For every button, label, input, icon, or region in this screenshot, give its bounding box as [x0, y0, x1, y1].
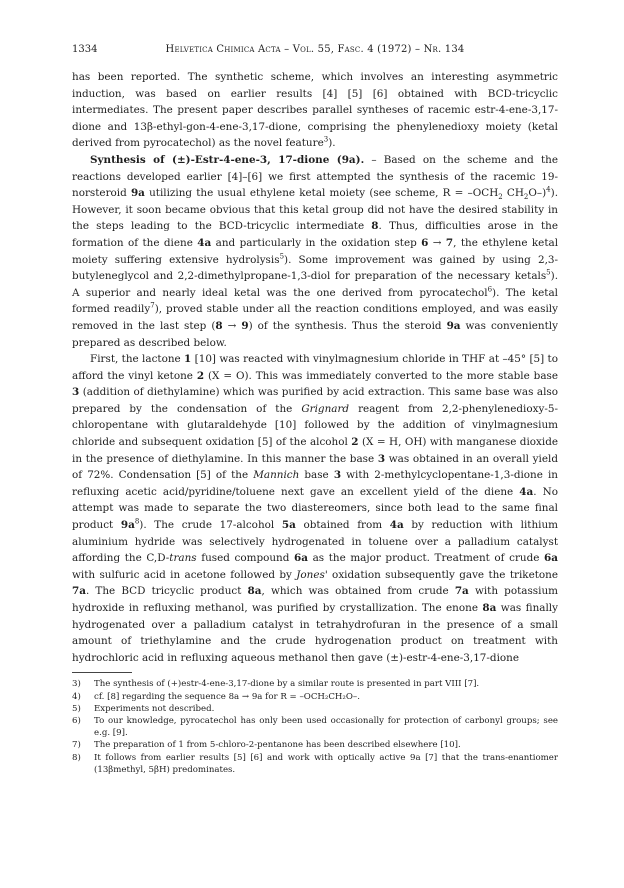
footnote-text: It follows from earlier results [5] [6] and work with optically active 9a [7] that the trans-enantiomer (13βmethyl, 5βH) predominates.: [94, 752, 558, 775]
footnote-3: [72, 678, 558, 690]
page: [72, 44, 558, 776]
footnote-mark: 5): [72, 703, 81, 714]
page-number: 1334: [72, 44, 98, 55]
footnote-text: Experiments not described.: [94, 703, 215, 714]
body-text: [72, 69, 558, 666]
paragraph-intro: has been reported. The synthetic scheme, which involves an interesting asymmetric induction, was based on earlier results [4] [5] [6] obtained with BCD-tricyclic intermediates. The present paper describes parallel syntheses of racemic estr-4-ene-3,17-dione and 13β-ethyl-gon-4-ene-3,17-dione, comprising the phenylenedioxy moiety (ketal derived from pyrocatechol) as the novel feature$^3$).: [72, 71, 558, 150]
footnote-mark: 4): [72, 691, 81, 702]
footnote-mark: 8): [72, 752, 81, 763]
footnote-mark: 6): [72, 715, 81, 726]
footnote-mark: 7): [72, 740, 81, 751]
footnote-text: The synthesis of (+)estr-4-ene-3,17-dione by a similar route is presented in part VIII [7].: [94, 679, 480, 690]
footnote-rule: [72, 672, 132, 673]
footnote-mark: 3): [72, 679, 81, 690]
footnote-text: To our knowledge, pyrocatechol has only been used occasionally for protection of carbonyl groups; see e.g. [9].: [94, 715, 558, 739]
footnote-5: [72, 703, 558, 715]
paragraph-synthesis-9a: Synthesis of (±)-Estr-4-ene-3, 17-dione (9a). – Based on the scheme and the reactions developed earlier [4]–[6] we first attempted the synthesis of the racemic 19-norsteroid 9a utilizing the usual ethylene ketal moiety (see scheme, $R = -OCH_2$ $CH_2O-)^4$). However, it soon became obvious that this ketal group did not have the desired stability in the steps leading to the BCD-tricyclic intermediate 8. Thus, difficulties arose in the formation of the diene 4a and particularly in the oxidation step 6 → 7, the ethylene ketal moiety suffering extensive hydrolysis$^5$). Some improvement was gained by using 2,3-butyleneglycol and 2,2-dimethylpropane-1,3-diol for preparation of the necessary ketals$^5$). A superior and nearly ideal ketal was the one derived from pyrocatechol$^6$). The ketal formed readily$^7$), proved stable under all the reaction conditions employed, and was easily removed in the last step (8 → 9) of the synthesis. Thus the steroid 9a was conveniently prepared as described below.: [72, 153, 559, 349]
footnote-7: [72, 739, 558, 751]
footnote-text: The preparation of 1 from 5-chloro-2-pentanone has been described elsewhere [10].: [94, 740, 461, 751]
running-header: [72, 44, 558, 60]
paragraph-procedure: First, the lactone 1 [10] was reacted with vinylmagnesium chloride in THF at –45° [5] to afford the vinyl ketone 2 (X = O). This was immediately converted to the more stable base 3 (addition of diethylamine) which was purified by acid extraction. This same base was also prepared by the condensation of the Grignard reagent from 2,2-phenylenedioxy-5-chloropentane with glutaraldehyde [10] followed by the addition of vinylmagnesium chloride and subsequent oxidation [5] of the alcohol 2 (X = H, OH) with manganese dioxide in the presence of diethylamine. In this manner the base 3 was obtained in an overall yield of 72%. Condensation [5] of the Mannich base 3 with 2-methylcyclopentane-1,3-dione in refluxing acetic acid/pyridine/toluene next gave an excellent yield of the diene 4a. No attempt was made to separate the two diastereomers, since both lead to the same final product $9a^8$). The crude 17-alcohol 5a obtained from 4a by reduction with lithium aluminium hydride was selectively hydrogenated in toluene over a palladium catalyst affording the C,D-trans fused compound 6a as the major product. Treatment of crude 6a with sulfuric acid in acetone followed by Jones' oxidation subsequently gave the triketone 7a. The BCD tricyclic product 8a, which was obtained from crude 7a with potassium hydroxide in refluxing methanol, was purified by crystallization. The enone 8a was finally hydrogenated over a palladium catalyst in tetrahydrofuran in the presence of a small amount of triethylamine and the crude hydrogenation product on treatment with hydrochloric acid in refluxing aqueous methanol then gave (±)-estr-4-ene-3,17-dione: [72, 353, 559, 664]
footnote-text: cf. [8] regarding the sequence 8a → 9a for R = –OCH₂CH₂O–.: [94, 691, 360, 702]
footnote-4: [72, 691, 558, 703]
footnotes: [72, 678, 558, 776]
footnote-6: [72, 715, 558, 739]
section-heading: Synthesis of (±)-Estr-4-ene-3, 17-dione (9a).: [90, 153, 365, 166]
running-title: Helvetica Chimica Acta – Vol. 55, Fasc. 4 (1972) – Nr. 134: [165, 44, 465, 55]
footnote-8: [72, 752, 558, 776]
